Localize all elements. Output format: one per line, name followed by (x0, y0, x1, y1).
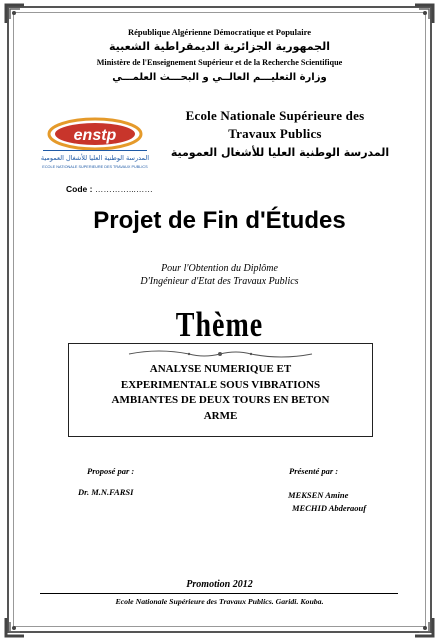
code-field (66, 184, 153, 194)
subtitle-line1: Pour l'Obtention du Diplôme (161, 263, 278, 274)
corner-ornament-icon (413, 616, 435, 638)
page-title: Projet de Fin d'Études (93, 207, 346, 234)
promotion: Promotion 2012 (186, 579, 253, 590)
corner-ornament-icon (4, 3, 26, 25)
ministry-ar: وزارة التعليـــم العالــي و البحـــث العلمـــي (112, 72, 327, 83)
presented-name: MECHID Abderaouf (292, 503, 367, 513)
logo-caption-fr: ECOLE NATIONALE SUPERIEURE DES TRAVAUX PUBLICS (42, 165, 148, 169)
presented-label: Présenté par : (289, 466, 339, 476)
logo-wordmark: enstp (73, 127, 117, 144)
theme-ornament-icon (69, 348, 372, 360)
presented-name: MEKSEN Amine (288, 490, 349, 500)
proposed-label: Proposé par : (87, 466, 135, 476)
theme-line: ANALYSE NUMERIQUE ET (149, 363, 292, 375)
theme-text (69, 362, 372, 424)
code-value: …………...…… (94, 184, 153, 194)
school-name-line1: Ecole Nationale Supérieure des (185, 108, 365, 123)
theme-box (68, 343, 373, 437)
school-name-ar: المدرسة الوطنية العليا للأشغال العمومية (170, 146, 390, 159)
republic-fr: République Algérienne Démocratique et Populaire (127, 27, 312, 37)
theme-line: ARME (203, 409, 238, 422)
enstp-logo (35, 112, 155, 174)
proposed-name: Dr. M.N.FARSI (78, 487, 134, 497)
theme-line: EXPERIMENTALE SOUS VIBRATIONS (120, 378, 321, 391)
school-name-line2: Travaux Publics (228, 126, 322, 141)
footer-divider (40, 593, 398, 594)
code-label: Code : (66, 184, 93, 194)
corner-ornament-icon (4, 616, 26, 638)
corner-ornament-icon (413, 3, 435, 25)
theme-heading: Thème (175, 306, 264, 345)
republic-ar: الجمهورية الجزائرية الديمقراطية الشعبية (109, 40, 330, 53)
subtitle-line2: D'Ingénieur d'Etat des Travaux Publics (140, 276, 299, 287)
ministry-fr: Ministère de l'Enseignement Supérieur et de la Recherche Scientifique (96, 58, 343, 67)
logo-caption-ar: المدرسة الوطنية العليا للأشغال العمومية (40, 154, 150, 162)
footer-text: Ecole Nationale Supérieure des Travaux Publics. Garidi. Kouba. (115, 597, 324, 606)
theme-line: AMBIANTES DE DEUX TOURS EN BETON (111, 394, 330, 406)
